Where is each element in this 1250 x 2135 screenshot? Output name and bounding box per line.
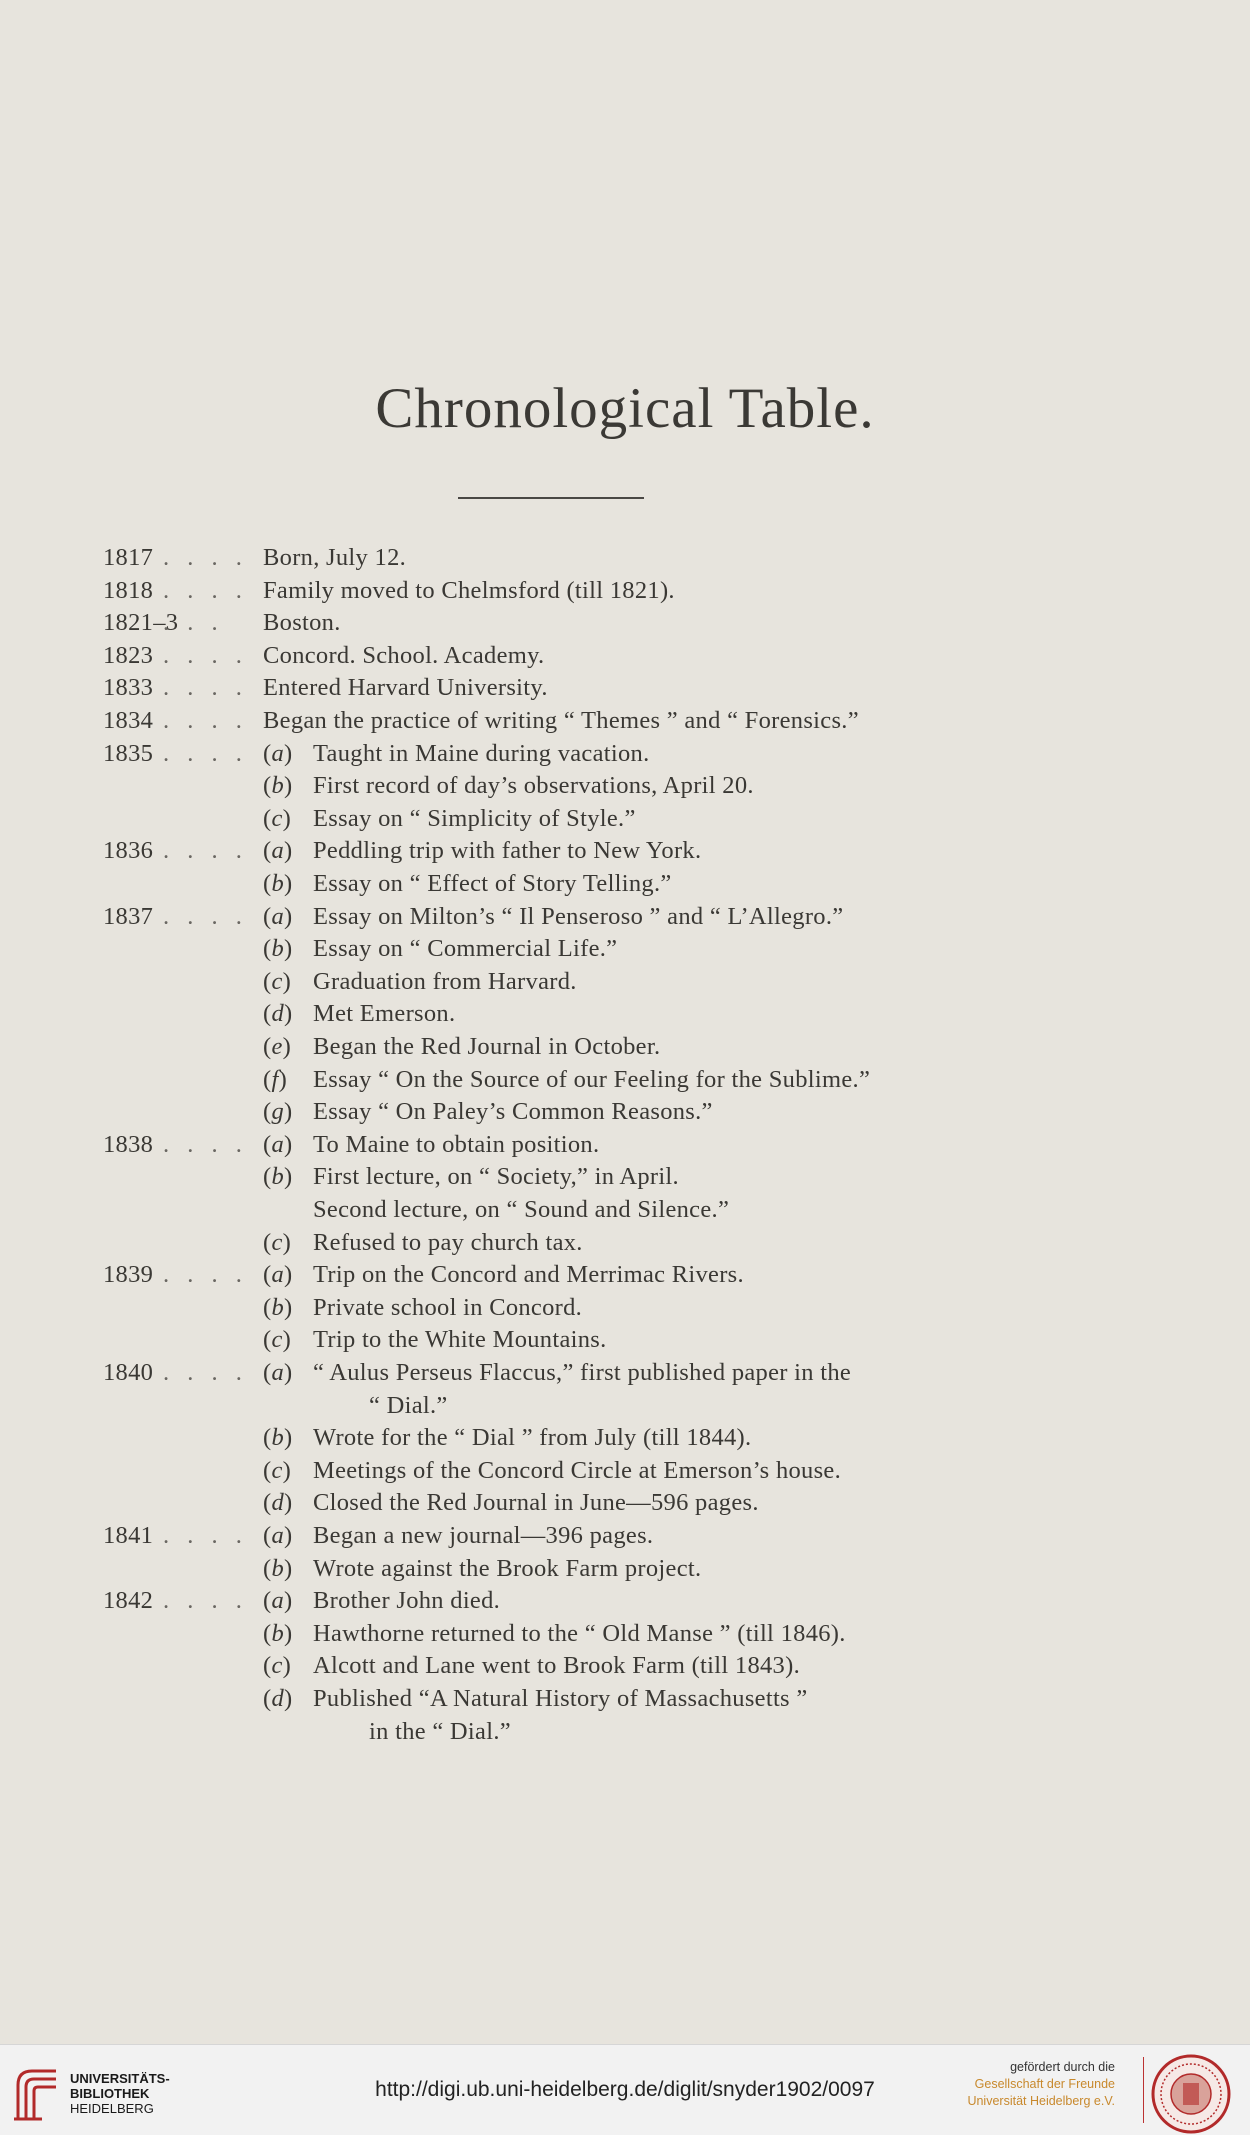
page-title: Chronological Table. [375, 377, 875, 440]
entry-text: Began the Red Journal in October. [313, 1033, 661, 1060]
chronology-entry [0, 574, 1250, 607]
leader-dots: . . . . [163, 1261, 248, 1289]
entry-letter: (d) [263, 1489, 293, 1517]
leader-dots: . . . . [163, 641, 248, 669]
chronology-entry [0, 1486, 1250, 1519]
chronology-entry [0, 1715, 1250, 1748]
university-seal-icon [1150, 2053, 1232, 2135]
entry-text: Met Emerson. [313, 1000, 456, 1028]
chronology-entry [0, 1584, 1250, 1617]
entry-text: To Maine to obtain position. [313, 1130, 600, 1158]
chronology-entry [0, 737, 1250, 770]
library-name-line: UNIVERSITÄTS- [70, 2071, 170, 2086]
entry-text: Entered Harvard University. [263, 674, 548, 702]
leader-dots: . . . . [163, 707, 248, 734]
entry-letter: (a) [263, 1261, 293, 1289]
leader-dots: . . . . [163, 739, 248, 767]
chronology-entry [0, 1193, 1250, 1226]
leader-dots: . . . [163, 609, 224, 637]
entry-year: 1833 [103, 674, 154, 702]
entry-text: Trip to the White Mountains. [313, 1326, 607, 1354]
chronology-entry [0, 1095, 1250, 1128]
chronology-entry [0, 606, 1250, 639]
entry-year: 1823 [103, 641, 154, 669]
leader-dots: . . . . [163, 1522, 248, 1549]
entry-text: Boston. [263, 609, 341, 637]
chronology-entry [0, 1323, 1250, 1356]
chronology-entry [0, 997, 1250, 1030]
chronology-entry [0, 1454, 1250, 1487]
leader-dots: . . . . [163, 544, 248, 571]
chronology-entry [0, 932, 1250, 965]
entry-letter: (c) [263, 1456, 292, 1484]
chronology-entry [0, 1519, 1250, 1552]
entry-text: Private school in Concord. [313, 1293, 583, 1321]
chronology-entry [0, 639, 1250, 672]
entry-letter: (f) [263, 1065, 288, 1093]
entry-year: 1839 [103, 1261, 154, 1289]
entry-letter: (b) [263, 870, 293, 897]
entry-text: Brother John died. [313, 1587, 501, 1615]
entry-text: Began a new journal—396 pages. [313, 1522, 654, 1549]
entry-letter: (b) [263, 772, 293, 800]
chronology-entry [0, 1649, 1250, 1682]
chronology-entry [0, 541, 1250, 574]
entry-text: Essay “ On Paley’s Common Reasons.” [313, 1098, 713, 1126]
entry-text: Peddling trip with father to New York. [313, 837, 702, 865]
sponsor-line: gefördert durch die [1010, 2060, 1115, 2074]
entry-text: Family moved to Chelmsford (till 1821). [263, 576, 675, 604]
entry-year: 1841 [103, 1522, 154, 1549]
entry-letter: (b) [263, 1424, 293, 1452]
chronology-entry [0, 671, 1250, 704]
entry-letter: (b) [263, 1163, 293, 1191]
entry-text: “ Aulus Perseus Flaccus,” first published paper in the [313, 1359, 852, 1386]
entry-text: Essay on “ Simplicity of Style.” [313, 804, 636, 832]
entry-text: Trip on the Concord and Merrimac Rivers. [313, 1261, 744, 1289]
entry-letter: (d) [263, 1000, 293, 1028]
entry-letter: (a) [263, 902, 293, 930]
leader-dots: . . . . [163, 1130, 248, 1158]
entry-text: Essay on “ Effect of Story Telling.” [313, 870, 672, 897]
entry-letter: (a) [263, 1587, 293, 1615]
chronology-entry [0, 1291, 1250, 1324]
entry-text: Wrote for the “ Dial ” from July (till 1844). [313, 1424, 752, 1452]
entry-text: Taught in Maine during vacation. [313, 739, 650, 767]
digitization-footer [0, 2044, 1250, 2135]
leader-dots: . . . . [163, 1587, 248, 1615]
entry-letter: (b) [263, 1554, 293, 1582]
entry-year: 1842 [103, 1587, 154, 1615]
chronology-entry [0, 1389, 1250, 1422]
entry-year: 1817 [103, 544, 154, 571]
chronology-entry [0, 704, 1250, 737]
entry-letter: (c) [263, 967, 292, 995]
entry-year: 1835 [103, 739, 154, 767]
library-name-line: BIBLIOTHEK [70, 2086, 150, 2101]
entry-year: 1836 [103, 837, 154, 865]
title-rule [458, 497, 644, 499]
entry-text: Essay “ On the Source of our Feeling for the Sublime.” [313, 1065, 871, 1093]
chronology-entry [0, 867, 1250, 900]
leader-dots: . . . . [163, 902, 248, 930]
chronology-entry [0, 1030, 1250, 1063]
entry-text: Concord. School. Academy. [263, 641, 545, 669]
entry-letter: (a) [263, 837, 293, 865]
entry-year: 1838 [103, 1130, 154, 1158]
leader-dots: . . . . [163, 837, 248, 865]
entry-letter: (c) [263, 1652, 292, 1680]
entry-text: “ Dial.” [369, 1391, 448, 1419]
entry-text: Second lecture, on “ Sound and Silence.” [313, 1196, 730, 1223]
entry-letter: (a) [263, 1359, 293, 1386]
entry-text: Essay on “ Commercial Life.” [313, 935, 618, 963]
leader-dots: . . . . [163, 1359, 248, 1386]
entry-year: 1818 [103, 576, 154, 604]
entry-text: Essay on Milton’s “ Il Penseroso ” and “ L’Allegro.” [313, 902, 844, 930]
entry-letter: (c) [263, 1228, 292, 1256]
entry-text: Graduation from Harvard. [313, 967, 577, 995]
chronology-entry [0, 1128, 1250, 1161]
entry-letter: (e) [263, 1033, 292, 1060]
entry-year: 1837 [103, 902, 154, 930]
entry-text: in the “ Dial.” [369, 1717, 511, 1745]
chronology-entry [0, 965, 1250, 998]
entry-letter: (a) [263, 739, 293, 767]
chronology-entry [0, 1258, 1250, 1291]
footer-divider [1143, 2057, 1144, 2123]
entry-letter: (b) [263, 1619, 293, 1647]
entry-letter: (a) [263, 1130, 293, 1158]
chronology-entry [0, 1063, 1250, 1096]
entry-year: 1840 [103, 1359, 154, 1386]
entry-text: Refused to pay church tax. [313, 1228, 583, 1256]
entry-text: Published “A Natural History of Massachusetts ” [313, 1685, 808, 1712]
chronology-entry [0, 1682, 1250, 1715]
chronology-entry [0, 1617, 1250, 1650]
entry-letter: (c) [263, 804, 292, 832]
chronology-entry [0, 1356, 1250, 1389]
entry-text: Wrote against the Brook Farm project. [313, 1554, 702, 1582]
entry-text: Meetings of the Concord Circle at Emerson’s house. [313, 1456, 842, 1484]
entry-letter: (c) [263, 1326, 292, 1354]
chronology-entry [0, 802, 1250, 835]
entry-year: 1821–3 [103, 609, 179, 637]
leader-dots: . . . . [163, 576, 248, 604]
chronology-entry [0, 1226, 1250, 1259]
sponsor-line: Gesellschaft der Freunde [974, 2077, 1115, 2091]
sponsor-credit [967, 2059, 1115, 2110]
chronology-entry [0, 1552, 1250, 1585]
chronology-entry [0, 900, 1250, 933]
chronology-entry [0, 1421, 1250, 1454]
chronology-entry [0, 1160, 1250, 1193]
sponsor-line: Universität Heidelberg e.V. [967, 2094, 1115, 2108]
entry-letter: (g) [263, 1098, 293, 1126]
library-name-line: HEIDELBERG [70, 2101, 154, 2116]
entry-text: Alcott and Lane went to Brook Farm (till 1843). [313, 1652, 800, 1680]
chronology-entry [0, 834, 1250, 867]
entry-text: Closed the Red Journal in June—596 pages. [313, 1489, 759, 1517]
entry-text: First lecture, on “ Society,” in April. [313, 1163, 679, 1191]
entry-year: 1834 [103, 707, 154, 734]
entry-text: First record of day’s observations, April 20. [313, 772, 754, 800]
entry-text: Began the practice of writing “ Themes ” and “ Forensics.” [263, 707, 859, 734]
entry-letter: (a) [263, 1522, 293, 1549]
permalink-url[interactable]: http://digi.ub.uni-heidelberg.de/diglit/snyder1902/0097 [375, 2078, 875, 2101]
entry-letter: (b) [263, 1293, 293, 1321]
entry-text: Hawthorne returned to the “ Old Manse ” (till 1846). [313, 1619, 846, 1647]
entry-letter: (b) [263, 935, 293, 963]
entry-letter: (d) [263, 1685, 293, 1712]
leader-dots: . . . . [163, 674, 248, 702]
chronology-entry [0, 769, 1250, 802]
entry-text: Born, July 12. [263, 544, 407, 571]
